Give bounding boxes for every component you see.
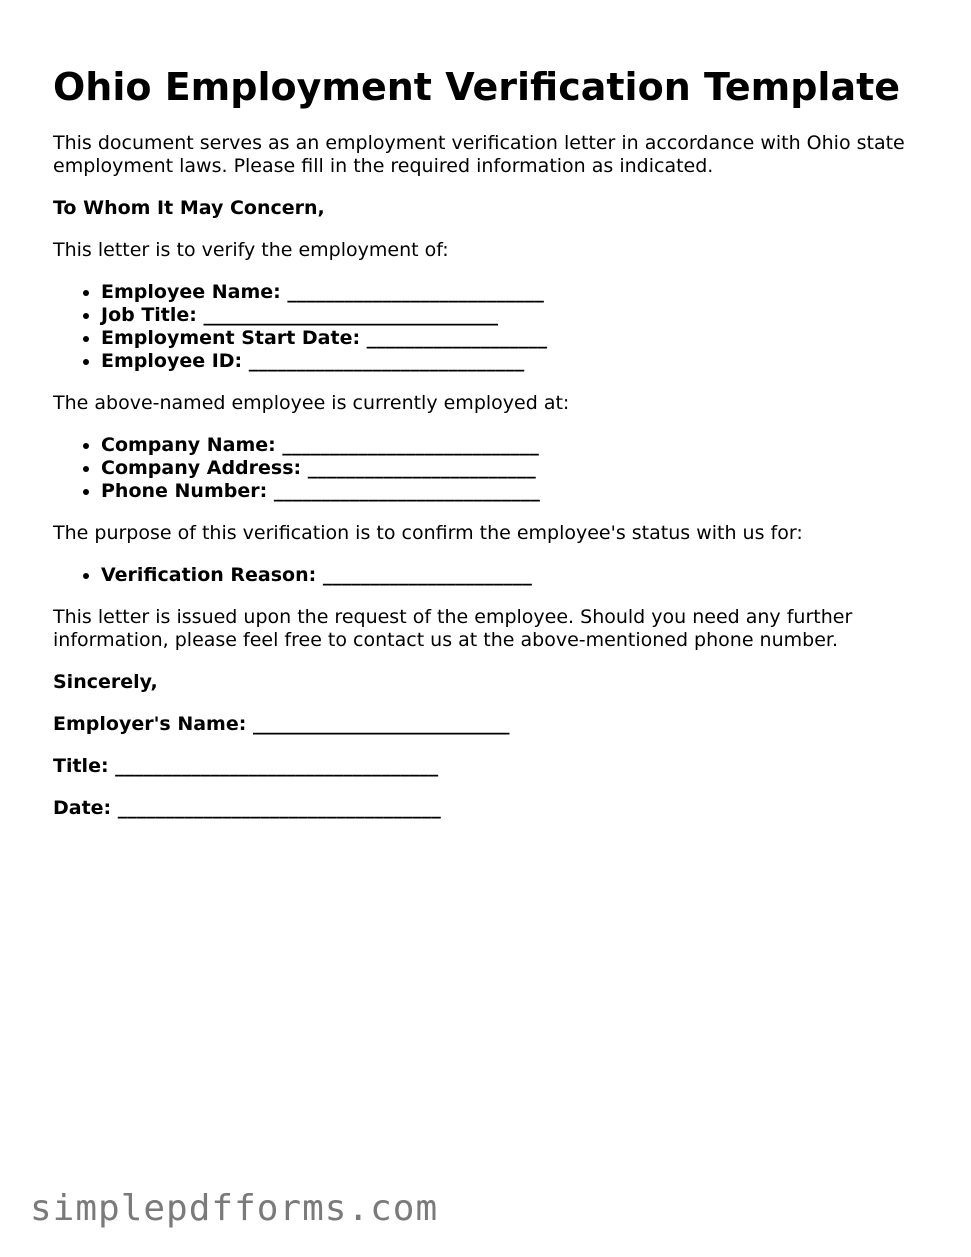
purpose-line: The purpose of this verification is to confirm the employee's status with us for:	[53, 522, 803, 544]
date-line: Date: __________________________________	[53, 797, 441, 819]
reason-fields-list	[53, 564, 933, 587]
employee-name-field: • Employee Name: ___________________________	[101, 281, 933, 304]
document-page	[53, 60, 933, 839]
phone-number-field: • Phone Number: ____________________________	[101, 480, 933, 503]
document-title: Ohio Employment Verification Template	[53, 65, 901, 109]
employed-at-line: The above-named employee is currently employed at:	[53, 392, 570, 414]
start-date-field: • Employment Start Date: ___________________	[101, 327, 933, 350]
employer-name-line: Employer's Name: ___________________________	[53, 713, 510, 735]
sign-off: Sincerely,	[53, 671, 158, 693]
company-address-field: • Company Address: ________________________	[101, 457, 933, 480]
employee-id-field: • Employee ID: _____________________________	[101, 350, 933, 373]
verification-reason-field: • Verification Reason: ______________________	[101, 564, 933, 587]
intro-paragraph: This document serves as an employment verification letter in accordance with Ohio state employment laws. Please fill in the required information as indicated.	[53, 132, 905, 177]
employer-title-line: Title: __________________________________	[53, 755, 439, 777]
salutation: To Whom It May Concern,	[53, 197, 325, 219]
verify-line: This letter is to verify the employment of:	[53, 239, 449, 261]
company-name-field: • Company Name: ___________________________	[101, 434, 933, 457]
watermark: simplepdfforms.com	[30, 1188, 439, 1229]
employee-fields-list	[53, 281, 933, 373]
closing-paragraph: This letter is issued upon the request of the employee. Should you need any further information, please feel free to contact us at the above-mentioned phone number.	[53, 606, 853, 651]
job-title-field: • Job Title: _______________________________	[101, 304, 933, 327]
company-fields-list	[53, 434, 933, 503]
